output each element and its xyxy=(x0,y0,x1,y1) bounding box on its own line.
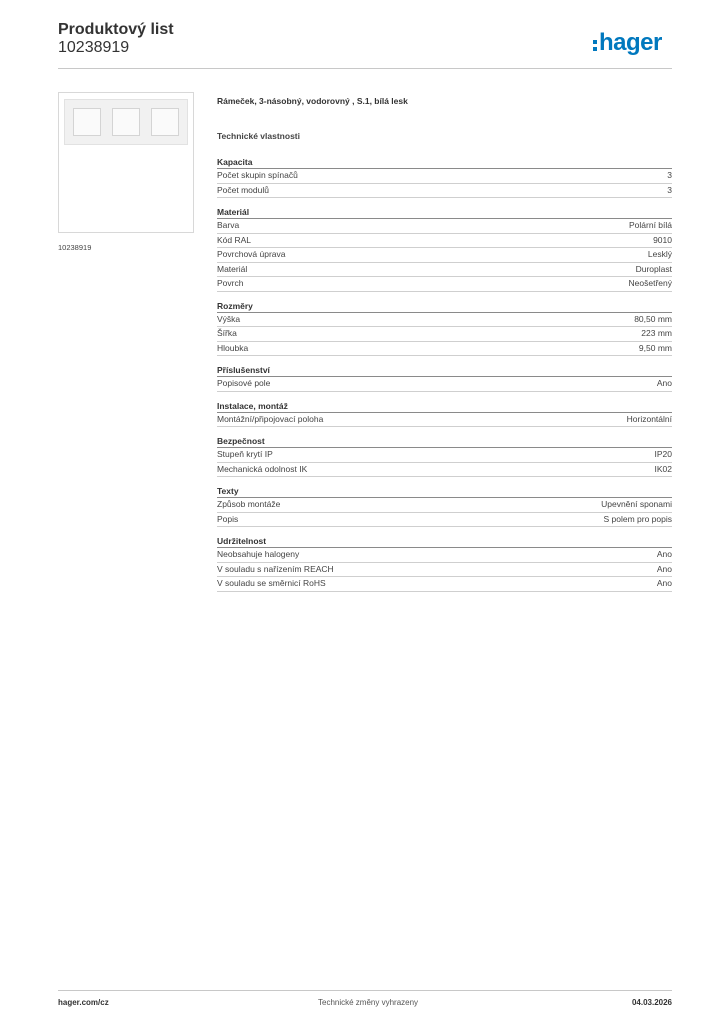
spec-value: 9010 xyxy=(653,234,672,245)
spec-value: Polární bílá xyxy=(629,220,672,230)
image-caption: 10238919 xyxy=(58,243,92,252)
spec-label: V souladu s nařízením REACH xyxy=(217,563,334,574)
spec-value: Lesklý xyxy=(647,249,672,259)
footer-website: hager.com/cz xyxy=(58,998,109,1007)
triple-frame-picture xyxy=(64,99,188,145)
spec-row xyxy=(217,563,672,578)
spec-group xyxy=(217,400,672,428)
spec-value: Ano xyxy=(656,549,672,559)
spec-value: Duroplast xyxy=(635,263,672,274)
section-title: Technické vlastnosti xyxy=(217,131,300,141)
spec-group-title: Udržitelnost xyxy=(217,535,672,548)
spec-value: 9,50 mm xyxy=(638,342,672,353)
spec-label: Povrch xyxy=(217,278,244,288)
spec-group xyxy=(217,300,672,357)
spec-row xyxy=(217,513,672,528)
spec-label: Kód RAL xyxy=(217,234,252,245)
spec-group xyxy=(217,156,672,198)
spec-group xyxy=(217,535,672,592)
header-divider xyxy=(58,68,672,69)
spec-group-title: Rozměry xyxy=(217,300,672,313)
spec-group-title: Instalace, montáž xyxy=(217,400,672,413)
spec-label: Mechanická odolnost IK xyxy=(217,463,308,474)
spec-value: Ano xyxy=(656,578,672,588)
footer-date: 04.03.2026 xyxy=(631,998,672,1007)
spec-value: 223 mm xyxy=(641,328,672,338)
product-image xyxy=(58,92,194,233)
spec-group-title: Příslušenství xyxy=(217,364,672,377)
spec-value: IK02 xyxy=(654,463,672,474)
spec-value: Upevnění sponami xyxy=(601,499,672,509)
spec-group xyxy=(217,435,672,477)
spec-row xyxy=(217,413,672,428)
spec-value: Ano xyxy=(656,563,672,574)
product-title: Rámeček, 3-násobný, vodorovný , S.1, bílá lesk xyxy=(217,96,408,106)
spec-value: 3 xyxy=(667,184,672,195)
spec-label: Výška xyxy=(217,313,241,324)
spec-label: Stupeň krytí IP xyxy=(217,449,273,459)
spec-row xyxy=(217,342,672,357)
spec-row xyxy=(217,277,672,292)
spec-value: 3 xyxy=(667,170,672,180)
spec-row xyxy=(217,234,672,249)
spec-row xyxy=(217,463,672,478)
spec-group xyxy=(217,206,672,292)
spec-group xyxy=(217,364,672,392)
spec-row xyxy=(217,184,672,199)
spec-label: Počet modulů xyxy=(217,184,269,195)
spec-value: Neošetřený xyxy=(628,278,672,288)
spec-row xyxy=(217,377,672,392)
spec-label: Počet skupin spínačů xyxy=(217,170,298,180)
spec-row xyxy=(217,313,672,328)
spec-label: Barva xyxy=(217,220,240,230)
hager-logo xyxy=(593,28,662,58)
spec-label: Neobsahuje halogeny xyxy=(217,549,300,559)
spec-row xyxy=(217,548,672,563)
spec-label: Způsob montáže xyxy=(217,499,281,509)
footer-divider xyxy=(58,990,672,991)
spec-value: 80,50 mm xyxy=(634,313,672,324)
spec-row xyxy=(217,327,672,342)
spec-row xyxy=(217,263,672,278)
spec-row xyxy=(217,248,672,263)
frame-opening xyxy=(112,108,140,136)
spec-group-title: Texty xyxy=(217,485,672,498)
spec-group-title: Kapacita xyxy=(217,156,672,169)
article-number: 10238919 xyxy=(58,39,130,56)
spec-row xyxy=(217,169,672,184)
frame-opening xyxy=(73,108,101,136)
spec-row xyxy=(217,219,672,234)
spec-group xyxy=(217,485,672,527)
spec-value: Horizontální xyxy=(626,413,672,424)
spec-value: IP20 xyxy=(654,449,672,459)
spec-row xyxy=(217,498,672,513)
logo-dots-icon xyxy=(593,40,597,51)
spec-row xyxy=(217,577,672,592)
spec-value: S polem pro popis xyxy=(603,513,672,524)
spec-label: V souladu se směrnicí RoHS xyxy=(217,578,326,588)
spec-label: Materiál xyxy=(217,263,248,274)
footer-note: Technické změny vyhrazeny xyxy=(318,998,419,1007)
spec-label: Šířka xyxy=(217,328,237,338)
spec-value: Ano xyxy=(656,378,672,388)
frame-opening xyxy=(151,108,179,136)
spec-table xyxy=(217,156,672,600)
spec-label: Povrchová úprava xyxy=(217,249,286,259)
logo-text: hager xyxy=(599,29,662,56)
spec-row xyxy=(217,448,672,463)
spec-group-title: Bezpečnost xyxy=(217,435,672,448)
spec-label: Popisové pole xyxy=(217,378,271,388)
page-title: Produktový list xyxy=(58,21,174,38)
spec-group-title: Materiál xyxy=(217,206,672,219)
spec-label: Popis xyxy=(217,513,239,524)
spec-label: Hloubka xyxy=(217,342,249,353)
spec-label: Montážní/připojovací poloha xyxy=(217,413,324,424)
